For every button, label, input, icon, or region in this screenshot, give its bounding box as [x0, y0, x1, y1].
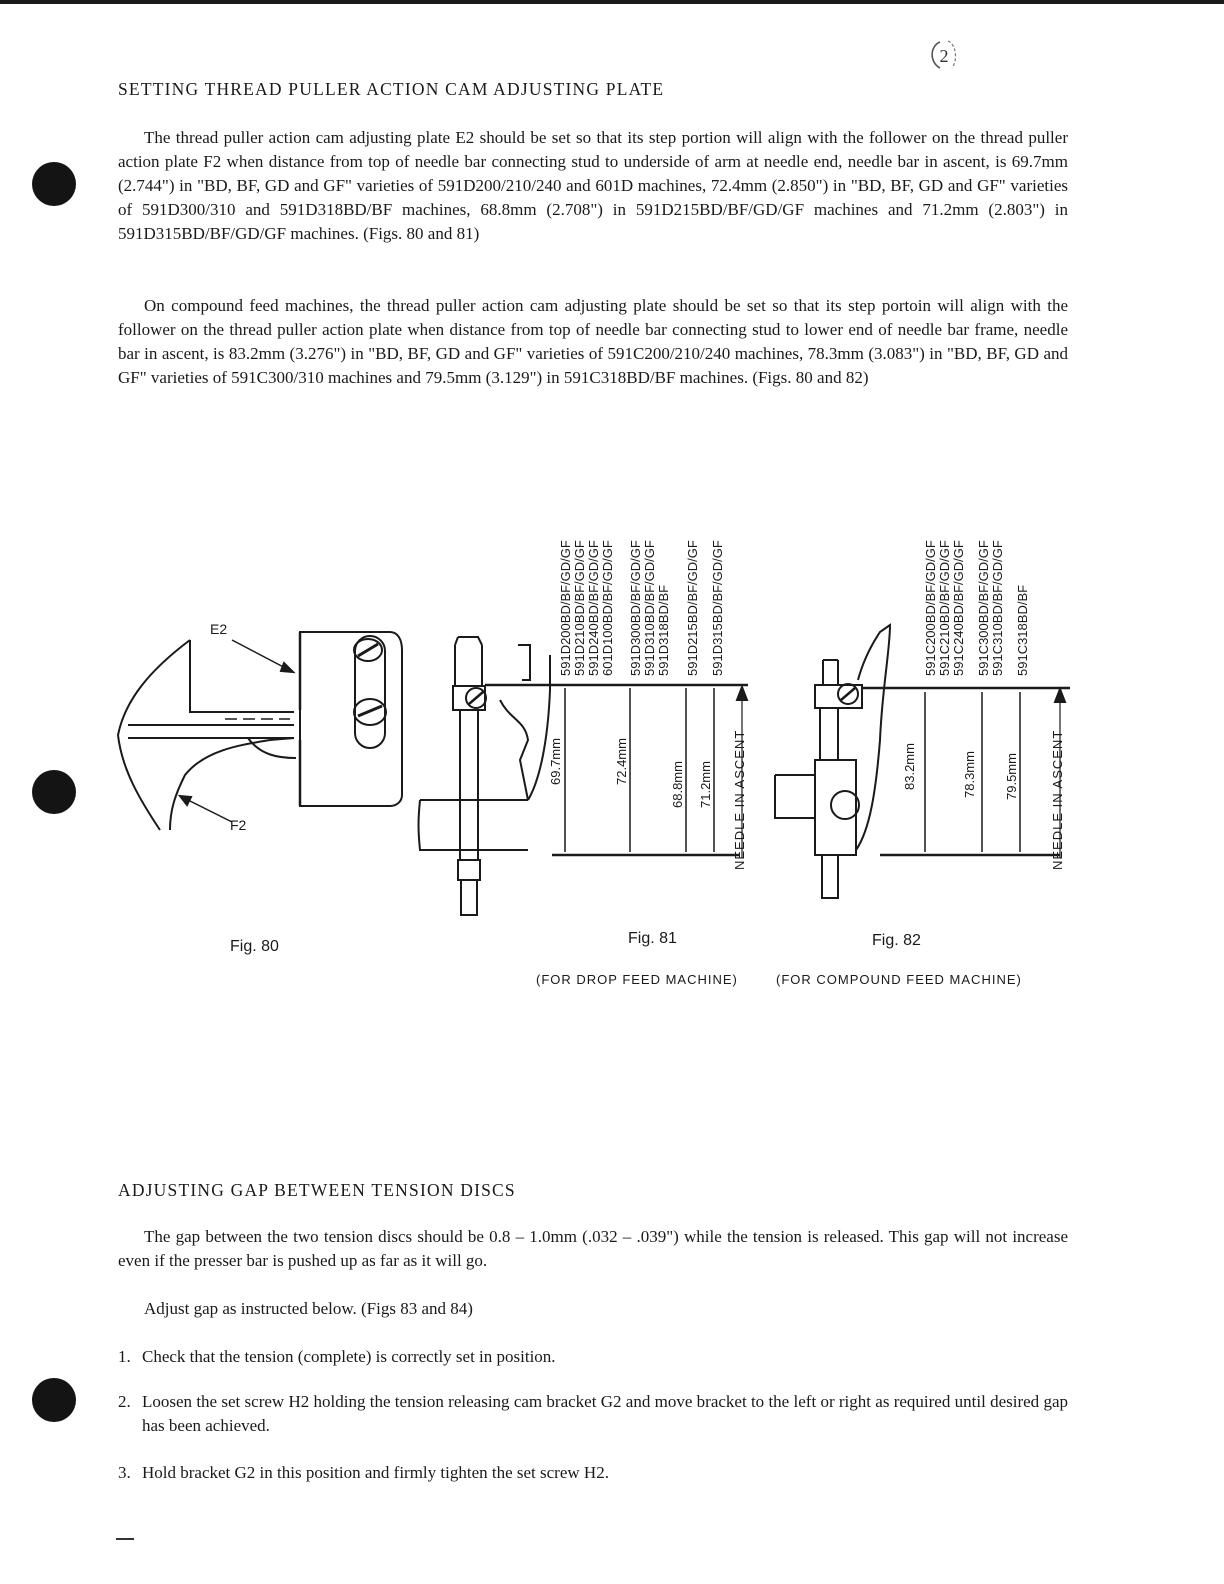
fig82-dim-label: 79.5mm — [1004, 753, 1019, 800]
step-item — [118, 1345, 1068, 1369]
step-number: 3. — [118, 1463, 131, 1482]
step-text: Loosen the set screw H2 holding the tension releasing cam bracket G2 and move bracket to the left or right as required until desired gap has been achieved. — [142, 1392, 1068, 1435]
fig80-label-e2: E2 — [210, 621, 228, 637]
fig81-model-label: 591D315BD/BF/GD/GF — [710, 540, 725, 676]
fig82-dim-label: 83.2mm — [902, 743, 917, 790]
fig81-dim-label: 72.4mm — [614, 738, 629, 785]
fig82-model-label: 591C210BD/BF/GD/GF — [937, 540, 952, 676]
fig81-note: (FOR DROP FEED MACHINE) — [536, 972, 738, 987]
fig81-dim-label: 71.2mm — [698, 761, 713, 808]
page-mark — [926, 38, 962, 72]
fig80-label-f2: F2 — [230, 817, 247, 833]
fig82-drawing — [775, 625, 1070, 898]
circled-page-number-icon — [926, 38, 962, 72]
section-heading-thread-puller: SETTING THREAD PULLER ACTION CAM ADJUSTING PLATE — [118, 79, 665, 99]
paragraph-compound-feed: On compound feed machines, the thread puller action cam adjusting plate should be set so that its step portoin will align with the follower on the thread puller action plate when distance from top of needle bar connecting stud to lower end of needle bar frame, needle bar in ascent, is 83.2mm (3.276") in "BD, BF, GD and GF" varieties of 591C200/210/240 machines, 78.3mm (3.083") in "BD, BF, GD and GF" varieties of 591C300/310 machines and 79.5mm (3.129") in 591C318BD/BF machines. (Figs. 80 and 82) — [118, 296, 1068, 387]
fig81-drawing — [419, 637, 749, 915]
step-number: 1. — [118, 1347, 131, 1366]
step-text: Hold bracket G2 in this position and firmly tighten the set screw H2. — [142, 1463, 609, 1482]
fig81-dim-label: 68.8mm — [670, 761, 685, 808]
fig81-model-label: 591D300BD/BF/GD/GF — [628, 540, 643, 676]
fig82-model-label: 591C200BD/BF/GD/GF — [923, 540, 938, 676]
binder-hole-1 — [32, 162, 76, 206]
page-number: 2 — [939, 46, 949, 66]
step-item — [118, 1461, 1068, 1485]
fig81-model-label: 591D310BD/BF/GD/GF — [642, 540, 657, 676]
binder-hole-3 — [32, 1378, 76, 1422]
fig81-model-label: 591D200BD/BF/GD/GF — [558, 540, 573, 676]
fig80-drawing — [118, 632, 402, 830]
step-number: 2. — [118, 1392, 131, 1411]
step-item — [118, 1390, 1068, 1438]
fig81-model-label: 591D318BD/BF — [656, 584, 671, 676]
fig82-model-label: 591C310BD/BF/GD/GF — [990, 540, 1005, 676]
fig82-model-label: 591C300BD/BF/GD/GF — [976, 540, 991, 676]
paragraph-gap-spec: The gap between the two tension discs should be 0.8 – 1.0mm (.032 – .039") while the tension is released. This gap will not increase even if the presser bar is pushed up as far as it will go. — [118, 1227, 1068, 1270]
fig82-note: (FOR COMPOUND FEED MACHINE) — [776, 972, 1022, 987]
step-text: Check that the tension (complete) is correctly set in position. — [142, 1347, 556, 1366]
fig82-needle-label: NEEDLE IN ASCENT — [1050, 729, 1065, 870]
binder-hole-2 — [32, 770, 76, 814]
paragraph-drop-feed: The thread puller action cam adjusting plate E2 should be set so that its step portion will align with the follower on the thread puller action plate F2 when distance from top of needle bar connecting stud to underside of arm at needle end, needle bar in ascent, is 69.7mm (2.744") in "BD, BF, GD and GF" varieties of 591D200/210/240 and 601D machines, 72.4mm (2.850") in "BD, BF, GD and GF" varieties of 591D300/310 and 591D318BD/BF machines, 68.8mm (2.708") in 591D215BD/BF/GD/GF machines and 71.2mm (2.803") in 591D315BD/BF/GD/GF machines. (Figs. 80 and 81) — [118, 128, 1068, 243]
fig81-model-label: 591D210BD/BF/GD/GF — [572, 540, 587, 676]
fig82-caption: Fig. 82 — [872, 932, 921, 949]
fig81-caption: Fig. 81 — [628, 930, 677, 947]
fig81-needle-label: NEEDLE IN ASCENT — [732, 729, 747, 870]
paragraph-adjust-intro: Adjust gap as instructed below. (Figs 83 and 84) — [144, 1299, 473, 1318]
fig81-model-label: 591D240BD/BF/GD/GF — [586, 540, 601, 676]
fig80-caption: Fig. 80 — [230, 938, 279, 955]
fig81-dim-label: 69.7mm — [548, 738, 563, 785]
top-border-line — [0, 0, 1224, 4]
footer-dash — [116, 1538, 134, 1540]
fig82-model-label: 591C240BD/BF/GD/GF — [951, 540, 966, 676]
fig81-model-label: 601D100BD/BF/GD/GF — [600, 540, 615, 676]
section-heading-tension-discs: ADJUSTING GAP BETWEEN TENSION DISCS — [118, 1180, 516, 1200]
fig82-model-label: 591C318BD/BF — [1015, 584, 1030, 676]
fig81-model-label: 591D215BD/BF/GD/GF — [685, 540, 700, 676]
fig82-dim-label: 78.3mm — [962, 751, 977, 798]
